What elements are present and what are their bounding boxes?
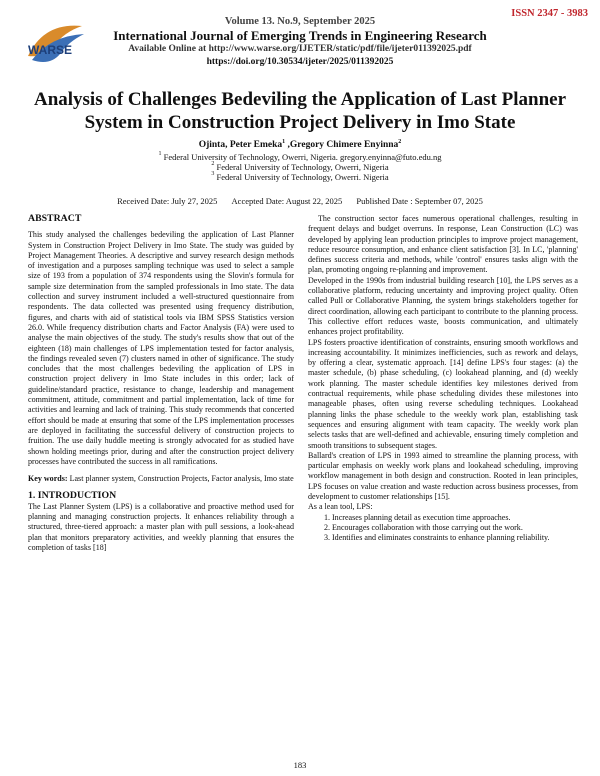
affiliation-3: $^3$ Federal University of Technology, Owerri. Nigeria (211, 171, 389, 182)
volume-line: Volume 13. No.9, September 2025 (224, 16, 376, 27)
list-item: 1. Increases planning detail as execution time approaches. (332, 513, 578, 523)
abstract-text: This study analysed the challenges bedeviling the application of Last Planner System in Construction Project Delivery in Imo State. The study was guided by Project Management Theories. A descriptive and survey research design methods of investigation and a purposes sampling technique was used to select a sample size of 193 from a population of 374 respondents using the Slovin's formula for sample size determination from the sampled professionals in Imo state. The data collection and survey instrument included a well-structured questionnaire from respondents. The data collected was presented using frequency distribution, figures, and charts with aid of statistical tools via IBM SPSS Statistics version 26.0. While frequency distribution charts and Factor Analysis (FA) were used to analyse the main objectives of the study. The study's results show that out of the eighteen (18) main challenges of LPS implementation tested for factor analysis, the findings revealed seven (7) clusters named in other of significance. The study concludes that the most challenges bedeviling the application of LPS in construction project delivery in Imo State includes in this order; lack of guideline/standard practice, resistance to change, leadership and management commitment, attitude, commitment and partial implementation, lack of time for activities and learning and lack of training. This study recommends that concerted effort should be made at ensuring that some of the LPS implementation processes are deployed in facilitating the successful delivery of construction projects to fruition. The use daily huddle meeting is strongly advocated for as studied have shown holding meetings prior, during and after the construction project delivery processes have contributed the success in all ramifications. (28, 230, 294, 466)
authors-line (0, 140, 600, 150)
keywords (28, 474, 294, 484)
introduction-paragraph: The Last Planner System (LPS) is a collaborative and proactive method used for planning and managing construction projects. It enhances reliability through a structured, three-tiered approach: a master plan with pull sessions, a look-ahead plan that monitors preparatory activities, and weekly planning that ensures the completion of tasks [18] (28, 501, 294, 552)
paper-title: Analysis of Challenges Bedeviling the Application of Last Planner System in Construction Project Delivery in Imo State (33, 89, 567, 133)
dates-line (0, 196, 600, 206)
journal-name: International Journal of Emerging Trends in Engineering Research (113, 28, 487, 43)
issn-label: ISSN 2347 - 3983 (511, 8, 588, 19)
right-paragraph-1: The construction sector faces numerous operational challenges, resulting in frequent delays and budget overruns. In response, Lean Construction (LC) was developed by applying lean production principles to improve project management, reduce resource consumption, and enhance client satisfaction [3]. In LC, 'planning' defines success criteria and methods, while 'control' ensures tasks align with the plan, promoting ongoing re-planning and improvement. (308, 214, 578, 275)
right-paragraph-4: Ballard's creation of LPS in 1993 aimed to streamline the planning process, with particular emphasis on weekly work plans and lookahead scheduling, improving workflow management in both design and construction. Rooted in lean principles, LPS focuses on value creation and waste reduction across business processes, from development to customer relationships [15]. (308, 450, 578, 502)
lean-tool-list (308, 513, 578, 544)
author-2: ,Gregory Chimere Enyinna (285, 140, 399, 150)
left-column (28, 214, 294, 553)
author-1: Ojinta, Peter Emeka (198, 140, 283, 150)
right-column (308, 214, 578, 544)
page-number: 183 (293, 760, 307, 770)
list-item: 3. Identifies and eliminates constraints to enhance planning reliability. (332, 533, 578, 543)
right-paragraph-2: Developed in the 1990s from industrial building research [10], the LPS serves as a collaborative platform, reducing uncertainty and improving project quality. Often called Pull or Collaborative Planning, the system brings stakeholders together for direct coordination, allowing each participant to contribute to the planning process. This collective effort reduces waste, boosts communication, and ultimately enhances project profitability. (308, 275, 578, 337)
right-paragraph-3: LPS fosters proactive identification of constraints, ensuring smooth workflows and increasing accountability. It minimizes inefficiencies, such as rework and delays, by offering a clear, systematic approach. [14] define LPS's four stages: (a) the master schedule, (b) phase scheduling, (c) lookahead planning, and (d) weekly work planning. The master schedule identifies key milestones derived from contractual requirements, while phase scheduling divides these milestones into manageable phases, often using reverse scheduling techniques. Lookahead planning links the phase schedule to the weekly work plan, establishing task sequences and ensuring alignment with team capacity. The weekly work plan selects tasks that are well-defined and achievable, ensuring timely completion and smooth transitions to subsequent stages. (308, 337, 578, 450)
abstract-heading: ABSTRACT (28, 213, 82, 224)
author-1-sup: 1 (282, 139, 286, 145)
accepted-date: Accepted Date: August 22, 2025 (231, 196, 343, 206)
logo-text: WARSE (28, 43, 73, 57)
author-2-sup: 2 (398, 139, 402, 145)
available-url-link[interactable]: http://www.warse.org/IJETER/static/pdf/file/ijeter011392025.pdf (208, 44, 472, 54)
available-label: Available Online at (128, 44, 207, 54)
right-paragraph-5: As a lean tool, LPS: (308, 502, 373, 512)
doi-link[interactable]: https://doi.org/10.30534/ijeter/2025/011392025 (206, 57, 394, 67)
available-online (0, 44, 600, 54)
list-item: 2. Encourages collaboration with those carrying out the work. (332, 523, 578, 533)
keywords-label: Key words: (28, 474, 68, 484)
affiliation-1: $^1$ Federal University of Technology, Owerri, Nigeria. gregory.enyinna@futo.edu.ng (158, 151, 442, 162)
introduction-heading: 1. INTRODUCTION (28, 490, 117, 502)
affiliation-2: $^2$ Federal University of Technology, Owerri, Nigeria (211, 161, 389, 172)
keywords-text: Last planner system, Construction Projects, Factor analysis, Imo state (67, 474, 294, 484)
published-date: Published Date : September 07, 2025 (356, 196, 483, 206)
received-date: Received Date: July 27, 2025 (117, 196, 218, 206)
